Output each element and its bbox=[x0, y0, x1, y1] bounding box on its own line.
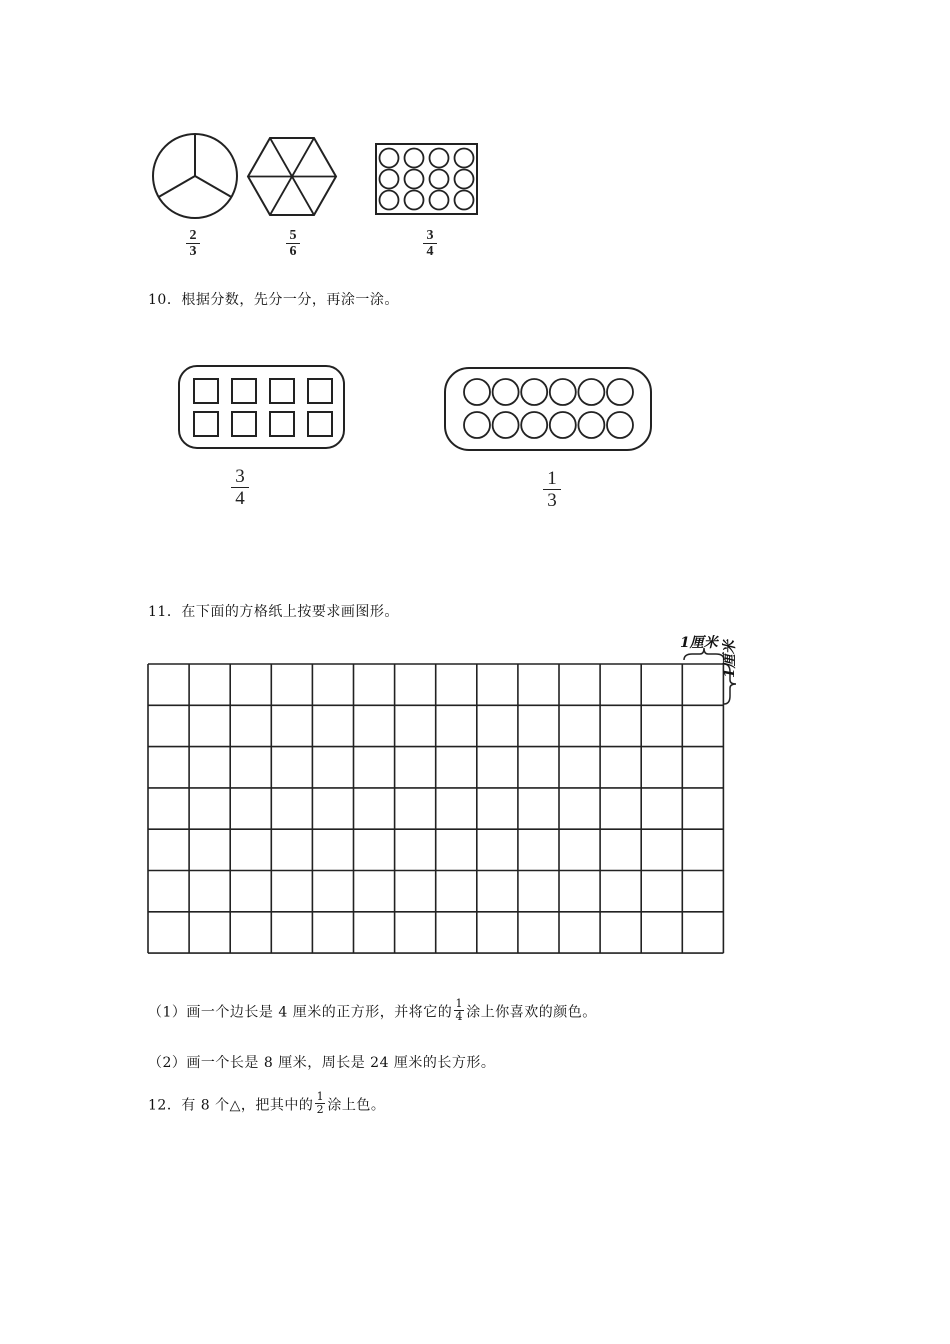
part1-fraction bbox=[454, 998, 464, 1023]
numerator: 2 bbox=[189, 228, 197, 243]
denominator: 4 bbox=[455, 1010, 463, 1023]
numerator: 3 bbox=[426, 228, 434, 243]
part1-text-after: 涂上你喜欢的颜色。 bbox=[466, 1004, 597, 1021]
part1-text-before: （1）画一个边长是 4 厘米的正方形，并将它的 bbox=[148, 1004, 453, 1021]
question-11-text: 11．在下面的方格纸上按要求画图形。 bbox=[148, 604, 399, 620]
denominator: 6 bbox=[289, 244, 297, 259]
denominator: 3 bbox=[189, 244, 197, 259]
q12-text-after: 涂上色。 bbox=[327, 1097, 386, 1114]
denominator: 4 bbox=[235, 488, 245, 509]
scale-label-horizontal: 1厘米 bbox=[680, 635, 718, 651]
numerator: 5 bbox=[289, 228, 297, 243]
question-10-text: 10．根据分数，先分一分，再涂一涂。 bbox=[148, 292, 399, 308]
q12-fraction bbox=[315, 1091, 325, 1116]
numerator: 1 bbox=[455, 997, 463, 1010]
scale-label-vertical: 1厘米 bbox=[722, 640, 738, 678]
numerator: 3 bbox=[235, 466, 245, 487]
question-12-text bbox=[148, 1090, 386, 1118]
q12-text-before: 12．有 8 个△，把其中的 bbox=[148, 1097, 314, 1114]
denominator: 3 bbox=[547, 490, 557, 511]
numerator: 1 bbox=[316, 1090, 325, 1103]
denominator: 4 bbox=[426, 244, 434, 259]
question-11-part-1 bbox=[148, 997, 597, 1025]
numerator: 1 bbox=[547, 468, 557, 489]
question-11-part-2: （2）画一个长是 8 厘米，周长是 24 厘米的长方形。 bbox=[148, 1055, 496, 1071]
denominator: 2 bbox=[316, 1103, 325, 1116]
